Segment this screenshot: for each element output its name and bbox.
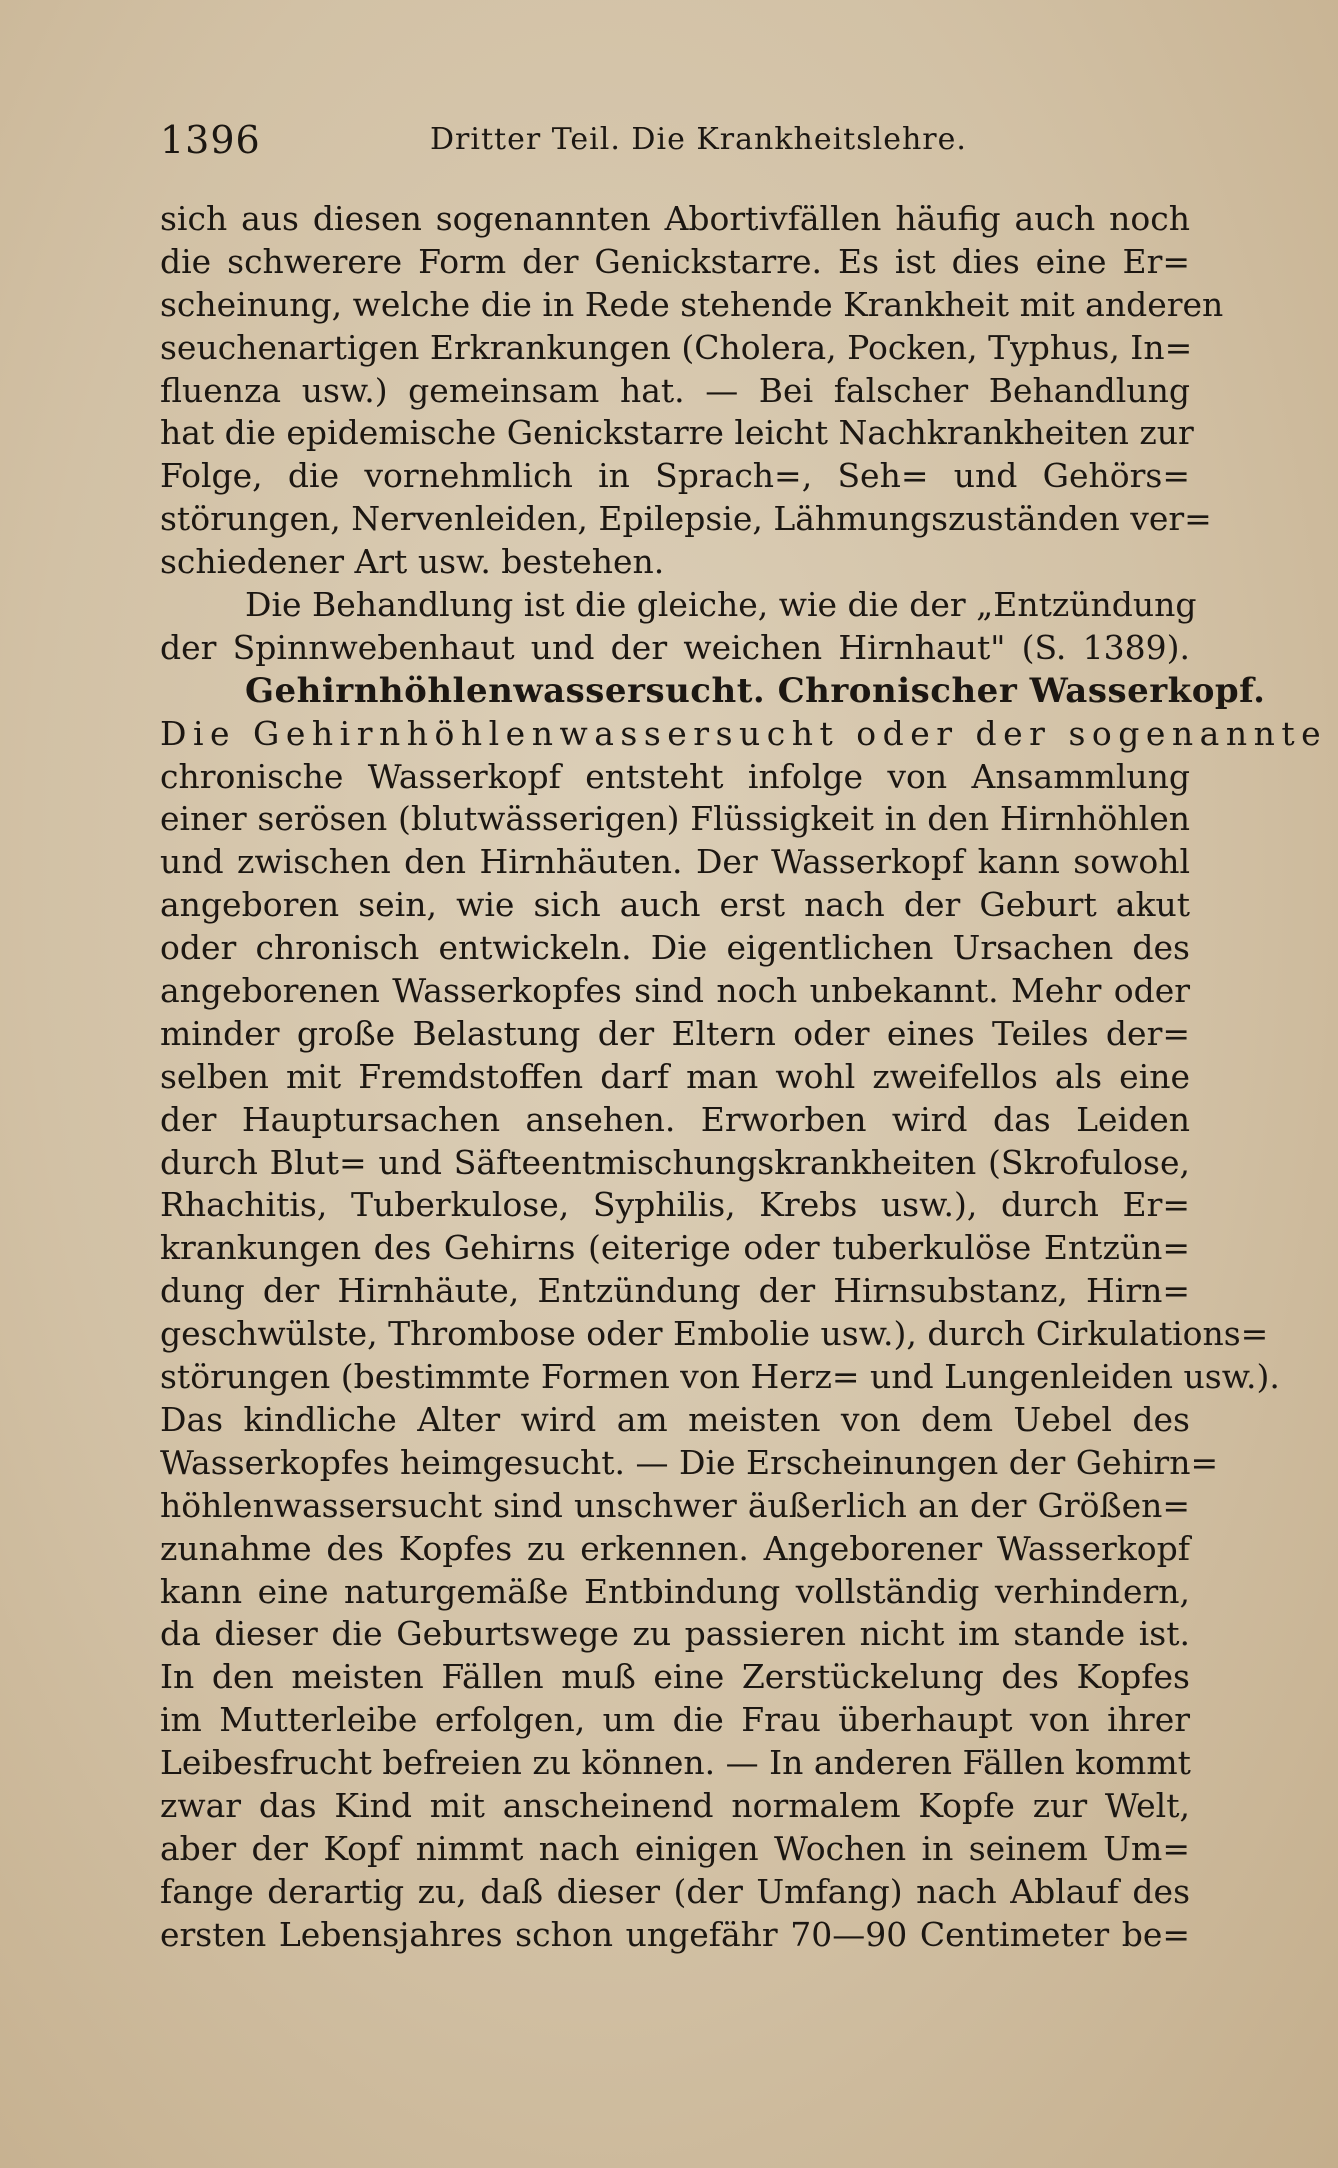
section-heading: Gehirnhöhlenwassersucht. Chronischer Wasserkopf. (245, 670, 1266, 711)
text-line: In den meisten Fällen muß eine Zerstückelung des Kopfes (160, 1657, 1190, 1697)
text-line: Die Gehirnhöhlenwassersucht oder der sogenannte (160, 713, 1328, 753)
text-line: minder große Belastung der Eltern oder eines Teiles der= (160, 1013, 1190, 1053)
text-line: ersten Lebensjahres schon ungefähr 70—90 Centimeter be= (160, 1914, 1190, 1954)
text-line: Das kindliche Alter wird am meisten von dem Uebel des (160, 1399, 1190, 1439)
text-line: einer serösen (blutwässerigen) Flüssigkeit in den Hirnhöhlen (160, 799, 1190, 839)
body-text (160, 198, 1328, 1957)
text-line: höhlenwassersucht sind unschwer äußerlich an der Größen= (160, 1485, 1190, 1525)
text-line: hat die epidemische Genickstarre leicht Nachkrankheiten zur (160, 413, 1194, 453)
text-line: der Hauptursachen ansehen. Erworben wird das Leiden (160, 1099, 1190, 1139)
text-line: geschwülste, Thrombose oder Embolie usw.), durch Cirkulations= (160, 1314, 1269, 1354)
text-line: krankungen des Gehirns (eiterige oder tuberkulöse Entzün= (160, 1228, 1190, 1268)
text-line: der Spinnwebenhaut und der weichen Hirnhaut" (S. 1389). (160, 627, 1190, 667)
text-line: Rhachitis, Tuberkulose, Syphilis, Krebs usw.), durch Er= (160, 1185, 1190, 1225)
text-line: seuchenartigen Erkrankungen (Cholera, Pocken, Typhus, In= (160, 327, 1193, 367)
page-header (160, 118, 1190, 168)
text-line: fluenza usw.) gemeinsam hat. — Bei falscher Behandlung (160, 370, 1190, 410)
text-line: chronische Wasserkopf entsteht infolge von Ansammlung (160, 756, 1190, 796)
text-line: selben mit Fremdstoffen darf man wohl zweifellos als eine (160, 1056, 1190, 1096)
text-line: und zwischen den Hirnhäuten. Der Wasserkopf kann sowohl (160, 842, 1190, 882)
text-line: Wasserkopfes heimgesucht. — Die Erscheinungen der Gehirn= (160, 1442, 1219, 1482)
text-line: die schwerere Form der Genickstarre. Es ist dies eine Er= (160, 241, 1190, 281)
text-line: störungen, Nervenleiden, Epilepsie, Lähmungszuständen ver= (160, 499, 1212, 539)
text-line: angeboren sein, wie sich auch erst nach der Geburt akut (160, 885, 1190, 925)
text-line: Folge, die vornehmlich in Sprach=, Seh= und Gehörs= (160, 456, 1190, 496)
page-number: 1396 (160, 118, 261, 162)
text-line: da dieser die Geburtswege zu passieren nicht im stande ist. (160, 1614, 1190, 1654)
text-line: fange derartig zu, daß dieser (der Umfang) nach Ablauf des (160, 1871, 1190, 1911)
text-line: Die Behandlung ist die gleiche, wie die der „Entzündung (245, 585, 1197, 625)
text-line: zwar das Kind mit anscheinend normalem Kopfe zur Welt, (160, 1785, 1190, 1825)
text-line: Leibesfrucht befreien zu können. — In anderen Fällen kommt (160, 1743, 1191, 1783)
text-line: durch Blut= und Säfteentmischungskrankheiten (Skrofulose, (160, 1142, 1190, 1182)
text-line: zunahme des Kopfes zu erkennen. Angeborener Wasserkopf (160, 1528, 1190, 1568)
text-line: angeborenen Wasserkopfes sind noch unbekannt. Mehr oder (160, 971, 1190, 1011)
text-line: störungen (bestimmte Formen von Herz= und Lungenleiden usw.). (160, 1357, 1280, 1397)
text-line: schiedener Art usw. bestehen. (160, 542, 665, 582)
text-line: im Mutterleibe erfolgen, um die Frau überhaupt von ihrer (160, 1700, 1190, 1740)
text-line: aber der Kopf nimmt nach einigen Wochen in seinem Um= (160, 1828, 1190, 1868)
running-head: Dritter Teil. Die Krankheitslehre. (430, 122, 967, 157)
text-line: sich aus diesen sogenannten Abortivfällen häufig auch noch (160, 199, 1190, 238)
text-line: kann eine naturgemäße Entbindung vollständig verhindern, (160, 1571, 1190, 1611)
text-line: scheinung, welche die in Rede stehende Krankheit mit anderen (160, 284, 1224, 324)
text-line: oder chronisch entwickeln. Die eigentlichen Ursachen des (160, 928, 1190, 968)
text-line: dung der Hirnhäute, Entzündung der Hirnsubstanz, Hirn= (160, 1271, 1190, 1311)
